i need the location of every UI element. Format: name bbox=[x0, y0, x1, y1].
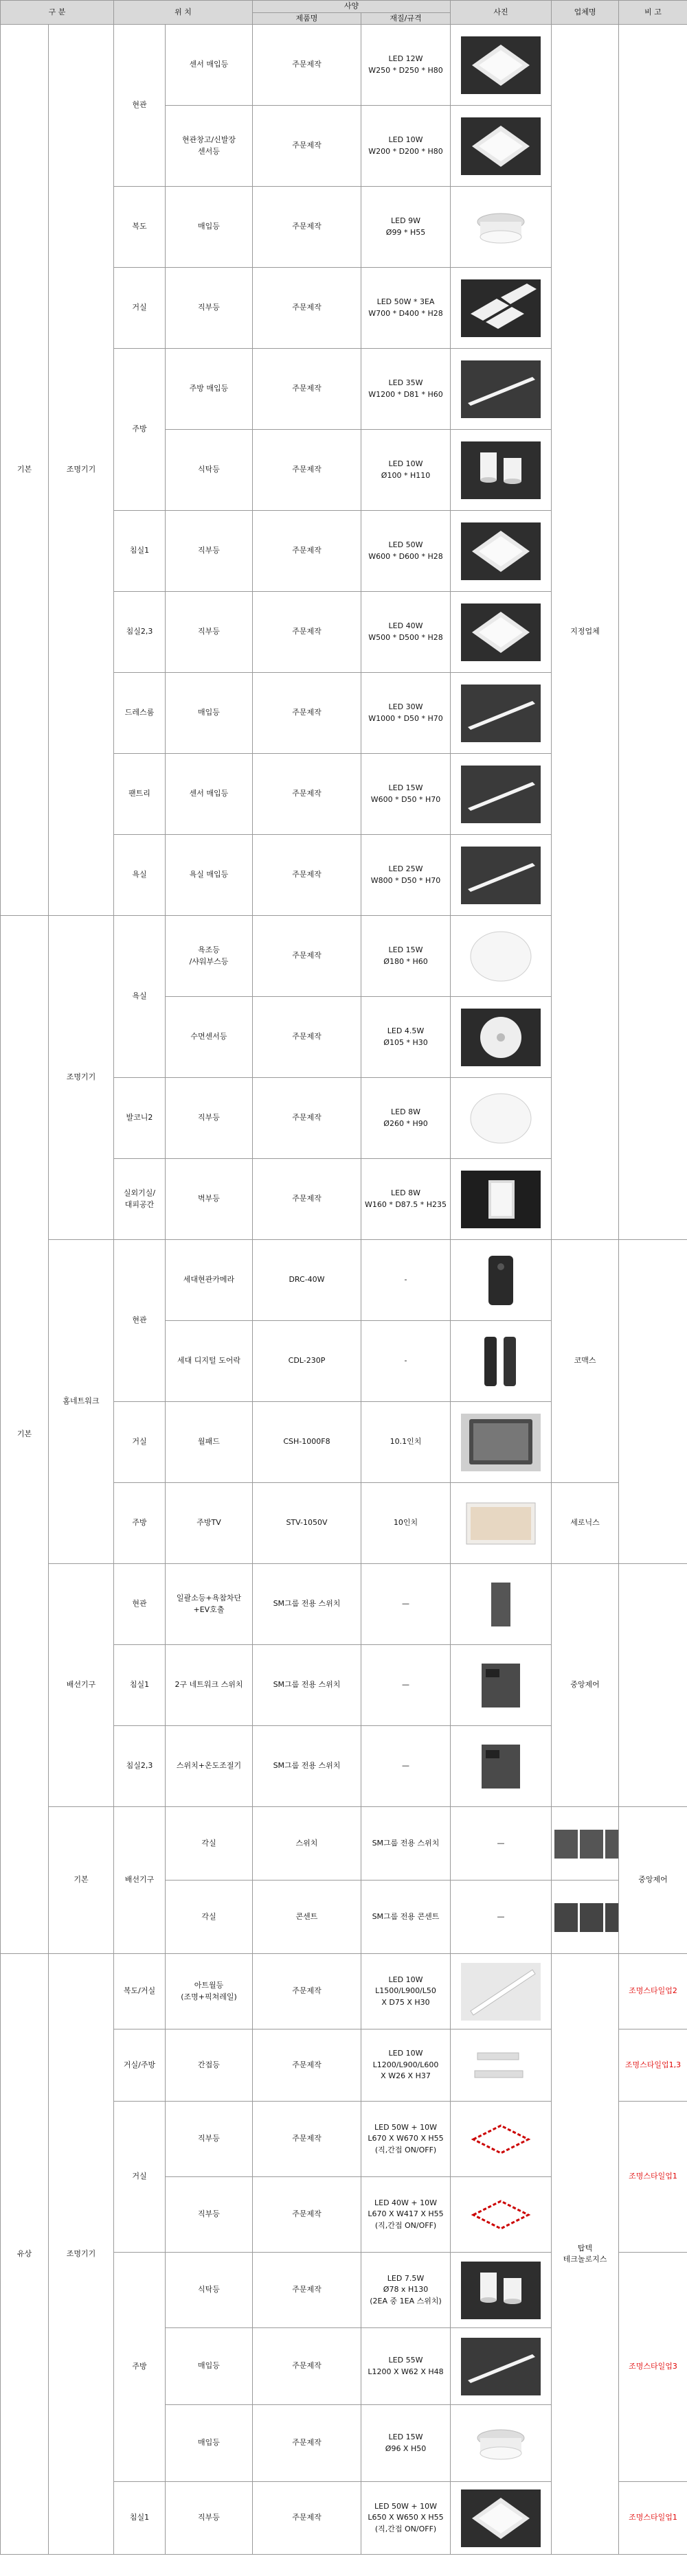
cell-spec: LED 4.5W Ø105 * H30 bbox=[361, 997, 451, 1078]
cell-name: 주문제작 bbox=[253, 754, 361, 835]
cell-name: SM그룹 전용 스위치 bbox=[253, 1564, 361, 1645]
square-flat-light-icon bbox=[461, 603, 541, 661]
header-photo: 사진 bbox=[451, 1, 552, 25]
cell-sub: 세대 디지털 도어락 bbox=[166, 1321, 253, 1402]
cylinder-spot-icon bbox=[461, 441, 541, 499]
product-photo bbox=[451, 754, 552, 835]
switch-set-icon bbox=[552, 1815, 619, 1872]
cell-sub: 욕실 매입등 bbox=[166, 835, 253, 916]
cell-sub: 벽부등 bbox=[166, 1159, 253, 1240]
kitchen-tv-icon bbox=[461, 1495, 541, 1552]
cell-cat: 조명기기 bbox=[49, 1954, 114, 2555]
cell-name: 주문제작 bbox=[253, 187, 361, 268]
header-remarks: 비 고 bbox=[619, 1, 687, 25]
cell-sub: 직부등 bbox=[166, 268, 253, 349]
header-category: 구 분 bbox=[1, 1, 114, 25]
cell-spec: LED 10W L1500/L900/L50 X D75 X H30 bbox=[361, 1954, 451, 2029]
cell-name: SM그룹 전용 스위치 bbox=[253, 1645, 361, 1726]
product-photo bbox=[552, 1807, 619, 1881]
product-photo bbox=[451, 1402, 552, 1483]
cell-spec: — bbox=[361, 1726, 451, 1807]
product-photo bbox=[451, 1240, 552, 1321]
cell-loc: 드레스룸 bbox=[114, 673, 166, 754]
cell-note: 조명스타일업1,3 bbox=[619, 2029, 687, 2102]
header-spec: 사양 bbox=[253, 1, 451, 13]
cell-spec: LED 9W Ø99 * H55 bbox=[361, 187, 451, 268]
cell-vendor: 중앙제어 bbox=[552, 1564, 619, 1807]
cell-spec: — bbox=[361, 1645, 451, 1726]
cell-vendor: 중앙제어 bbox=[619, 1807, 687, 1954]
cell-cat: 배선기구 bbox=[114, 1807, 166, 1954]
cell-spec: LED 55W L1200 X W62 X H48 bbox=[361, 2328, 451, 2405]
cell-sec: 유상 bbox=[1, 1954, 49, 2555]
cell-name: 주문제작 bbox=[253, 25, 361, 106]
product-photo bbox=[451, 1726, 552, 1807]
cell-loc: 욕실 bbox=[114, 916, 166, 1078]
cell-name: 주문제작 bbox=[253, 2482, 361, 2555]
cell-spec: LED 50W W600 * D600 * H28 bbox=[361, 511, 451, 592]
cell-note: 조명스타일업2 bbox=[619, 1954, 687, 2029]
cell-spec: LED 7.5W Ø78 x H130 (2EA 중 1EA 스위치) bbox=[361, 2253, 451, 2328]
product-photo bbox=[552, 1881, 619, 1954]
cell-loc: 현관 bbox=[114, 1240, 166, 1402]
cell-sub: 직부등 bbox=[166, 1078, 253, 1159]
cell-sub: 주방TV bbox=[166, 1483, 253, 1564]
cell-cat: 조명기기 bbox=[49, 25, 114, 916]
linear-slim-light-icon bbox=[461, 766, 541, 823]
three-panel-light-icon bbox=[461, 279, 541, 337]
cell-name: 주문제작 bbox=[253, 1078, 361, 1159]
cell-loc: 각실 bbox=[166, 1807, 253, 1881]
product-photo bbox=[451, 349, 552, 430]
cell-name: 주문제작 bbox=[253, 997, 361, 1078]
network-switch-icon bbox=[461, 1657, 541, 1714]
product-photo bbox=[451, 2405, 552, 2482]
product-photo bbox=[451, 835, 552, 916]
round-ceiling-light-icon bbox=[461, 928, 541, 985]
cell-name: 주문제작 bbox=[253, 511, 361, 592]
cell-name: 주문제작 bbox=[253, 2328, 361, 2405]
cell-sub: 간접등 bbox=[166, 2029, 253, 2102]
cell-sub: 직부등 bbox=[166, 2102, 253, 2177]
cell-spec: LED 10W Ø100 * H110 bbox=[361, 430, 451, 511]
cell-note: 조명스타일업1 bbox=[619, 2482, 687, 2555]
table-row bbox=[1, 1807, 687, 1881]
cell-spec: — bbox=[451, 1807, 552, 1881]
cell-name: STV-1050V bbox=[253, 1483, 361, 1564]
cell-spec: LED 10W W200 * D200 * H80 bbox=[361, 106, 451, 187]
product-photo bbox=[451, 916, 552, 997]
linear-slim-light-icon bbox=[461, 685, 541, 742]
header-material: 재질/규격 bbox=[361, 12, 451, 25]
cell-loc: 주방 bbox=[114, 349, 166, 511]
outlet-set-icon bbox=[552, 1888, 619, 1946]
cell-sub: 매입등 bbox=[166, 2328, 253, 2405]
cell-sub: 직부등 bbox=[166, 511, 253, 592]
cell-name: 주문제작 bbox=[253, 916, 361, 997]
product-photo bbox=[451, 1483, 552, 1564]
cell-sub: 센서 매입등 bbox=[166, 754, 253, 835]
cell-name: 주문제작 bbox=[253, 2405, 361, 2482]
cell-spec: LED 8W Ø260 * H90 bbox=[361, 1078, 451, 1159]
cell-sub: 아트월등 (조명+픽쳐레일) bbox=[166, 1954, 253, 2029]
cell-sub: 매입등 bbox=[166, 673, 253, 754]
panel-light-frame-icon bbox=[461, 2111, 541, 2168]
cell-cat: 홈네트워크 bbox=[49, 1240, 114, 1564]
product-photo bbox=[451, 2102, 552, 2177]
cell-loc: 거실 bbox=[114, 268, 166, 349]
indirect-light-icon bbox=[461, 2036, 541, 2094]
cell-loc: 침실1 bbox=[114, 1645, 166, 1726]
cell-sub: 스위치+온도조절기 bbox=[166, 1726, 253, 1807]
cell-name: 주문제작 bbox=[253, 106, 361, 187]
cell-spec: LED 40W + 10W L670 X W417 X H55 (직,간접 ON/OFF) bbox=[361, 2177, 451, 2253]
header-product-name: 제품명 bbox=[253, 12, 361, 25]
cell-loc: 팬트리 bbox=[114, 754, 166, 835]
cell-name: 주문제작 bbox=[253, 673, 361, 754]
door-lock-icon bbox=[461, 1333, 541, 1390]
product-photo bbox=[451, 2029, 552, 2102]
cell-name: CSH-1000F8 bbox=[253, 1402, 361, 1483]
cell-sub: 직부등 bbox=[166, 2177, 253, 2253]
product-photo bbox=[451, 1078, 552, 1159]
cell-loc: 침실2,3 bbox=[114, 592, 166, 673]
cell-note: 조명스타일업1 bbox=[619, 2102, 687, 2253]
cell-loc: 현관 bbox=[114, 25, 166, 187]
cell-cat: 배선기구 bbox=[49, 1564, 114, 1807]
cell-sub: 2구 네트워크 스위치 bbox=[166, 1645, 253, 1726]
cell-spec: — bbox=[361, 1564, 451, 1645]
product-photo bbox=[451, 511, 552, 592]
cell-spec: LED 35W W1200 * D81 * H60 bbox=[361, 349, 451, 430]
cell-spec: LED 50W + 10W L650 X W650 X H55 (직,간접 ON/OFF) bbox=[361, 2482, 451, 2555]
product-photo bbox=[451, 2482, 552, 2555]
cell-cat: 조명기기 bbox=[49, 916, 114, 1240]
cell-sub: 매입등 bbox=[166, 187, 253, 268]
pendant-cylinder-icon bbox=[461, 2262, 541, 2319]
cell-note bbox=[619, 25, 687, 1240]
downlight-round-icon bbox=[461, 198, 541, 256]
cell-spec: - bbox=[361, 1240, 451, 1321]
header-location: 위 치 bbox=[114, 1, 253, 25]
table-row bbox=[1, 25, 687, 106]
cell-sub: 주방 매입등 bbox=[166, 349, 253, 430]
product-photo bbox=[451, 1159, 552, 1240]
round-sensor-light-icon bbox=[461, 1009, 541, 1066]
product-photo bbox=[451, 106, 552, 187]
cell-spec: LED 12W W250 * D250 * H80 bbox=[361, 25, 451, 106]
cell-name: 주문제작 bbox=[253, 592, 361, 673]
cell-spec: LED 50W * 3EA W700 * D400 * H28 bbox=[361, 268, 451, 349]
cell-sub: 직부등 bbox=[166, 592, 253, 673]
cell-name: 주문제작 bbox=[253, 430, 361, 511]
cell-name: 주문제작 bbox=[253, 1954, 361, 2029]
switch-plate-icon bbox=[461, 1576, 541, 1633]
product-photo bbox=[451, 430, 552, 511]
cell-loc: 복도/거실 bbox=[114, 1954, 166, 2029]
cell-sec: 기본 bbox=[1, 25, 49, 916]
product-photo bbox=[451, 1645, 552, 1726]
cell-sub: 콘센트 bbox=[253, 1881, 361, 1954]
cell-sub: 직부등 bbox=[166, 2482, 253, 2555]
cell-loc: 복도 bbox=[114, 187, 166, 268]
cell-sub: 일괄소등+욕참차단 +EV호출 bbox=[166, 1564, 253, 1645]
cell-vendor: 세로닉스 bbox=[552, 1483, 619, 1564]
square-panel-light-icon bbox=[461, 2489, 541, 2547]
square-flat-light-icon bbox=[461, 522, 541, 580]
linear-recessed-icon bbox=[461, 2338, 541, 2395]
cell-loc: 침실1 bbox=[114, 511, 166, 592]
cell-spec: - bbox=[361, 1321, 451, 1402]
cell-spec: 10.1인치 bbox=[361, 1402, 451, 1483]
cell-sub: 스위치 bbox=[253, 1807, 361, 1881]
product-photo bbox=[451, 2328, 552, 2405]
product-photo bbox=[451, 1564, 552, 1645]
table-row bbox=[1, 1564, 687, 1645]
cell-spec: LED 8W W160 * D87.5 * H235 bbox=[361, 1159, 451, 1240]
cell-name: SM그룹 전용 스위치 bbox=[253, 1726, 361, 1807]
cell-sub: 수면센서등 bbox=[166, 997, 253, 1078]
cell-spec: LED 10W L1200/L900/L600 X W26 X H37 bbox=[361, 2029, 451, 2102]
round-downlight-icon bbox=[461, 2415, 541, 2472]
cell-name: DRC-40W bbox=[253, 1240, 361, 1321]
cell-spec: LED 40W W500 * D500 * H28 bbox=[361, 592, 451, 673]
cell-loc: 주방 bbox=[114, 2253, 166, 2482]
cell-spec: LED 25W W800 * D50 * H70 bbox=[361, 835, 451, 916]
cell-vendor: 탑텍 테크놀로지스 bbox=[552, 1954, 619, 2555]
product-photo bbox=[451, 187, 552, 268]
cell-spec: LED 50W + 10W L670 X W670 X H55 (직,간접 ON/OFF) bbox=[361, 2102, 451, 2177]
table-row bbox=[1, 1954, 687, 2029]
linear-light-icon bbox=[461, 360, 541, 418]
round-drum-light-icon bbox=[461, 1090, 541, 1147]
cell-loc: 침실2,3 bbox=[114, 1726, 166, 1807]
cell-sub: 월패드 bbox=[166, 1402, 253, 1483]
cell-vendor: 지정업체 bbox=[552, 25, 619, 1240]
cell-note bbox=[619, 1240, 687, 1564]
cell-spec: LED 30W W1000 * D50 * H70 bbox=[361, 673, 451, 754]
square-flat-light-icon bbox=[461, 117, 541, 175]
product-photo bbox=[451, 1321, 552, 1402]
panel-light-frame-icon bbox=[461, 2186, 541, 2244]
cell-name: 주문제작 bbox=[253, 2029, 361, 2102]
product-photo bbox=[451, 2253, 552, 2328]
cell-name: 주문제작 bbox=[253, 349, 361, 430]
cell-spec: LED 15W W600 * D50 * H70 bbox=[361, 754, 451, 835]
cell-name: CDL-230P bbox=[253, 1321, 361, 1402]
cell-sub: 세대현관카메라 bbox=[166, 1240, 253, 1321]
cell-spec: 10인치 bbox=[361, 1483, 451, 1564]
cell-sec: 기본 bbox=[1, 916, 49, 1954]
cell-name: 주문제작 bbox=[253, 835, 361, 916]
cell-loc: 침실1 bbox=[114, 2482, 166, 2555]
linear-slim-light-icon bbox=[461, 847, 541, 904]
wallpad-icon bbox=[461, 1414, 541, 1471]
cell-sub: 식탁등 bbox=[166, 2253, 253, 2328]
cell-loc: 주방 bbox=[114, 1483, 166, 1564]
cell-vendor: 코맥스 bbox=[552, 1240, 619, 1483]
cell-name: 주문제작 bbox=[253, 2253, 361, 2328]
cell-loc: 거실 bbox=[114, 2102, 166, 2253]
cell-sub: 센서 매입등 bbox=[166, 25, 253, 106]
door-camera-icon bbox=[461, 1252, 541, 1309]
product-photo bbox=[451, 2177, 552, 2253]
cell-loc: 욕실 bbox=[114, 835, 166, 916]
cell-sub: 매입등 bbox=[166, 2405, 253, 2482]
header-vendor: 업체명 bbox=[552, 1, 619, 25]
cell-name: 주문제작 bbox=[253, 1159, 361, 1240]
cell-sec: 기본 bbox=[49, 1807, 114, 1954]
product-photo bbox=[451, 997, 552, 1078]
cell-loc: 각실 bbox=[166, 1881, 253, 1954]
cell-loc: 거실 bbox=[114, 1402, 166, 1483]
cell-loc: 실외기실/ 대피공간 bbox=[114, 1159, 166, 1240]
cell-loc: 발코니2 bbox=[114, 1078, 166, 1159]
cell-spec: LED 15W Ø180 * H60 bbox=[361, 916, 451, 997]
cell-name: 주문제작 bbox=[253, 2177, 361, 2253]
cell-name: 주문제작 bbox=[253, 268, 361, 349]
cell-name: SM그룹 전용 스위치 bbox=[361, 1807, 451, 1881]
cell-loc: 현관 bbox=[114, 1564, 166, 1645]
art-wall-light-icon bbox=[461, 1963, 541, 2021]
product-photo bbox=[451, 1954, 552, 2029]
cell-spec: — bbox=[451, 1881, 552, 1954]
cell-sub: 현관창고/신발장 센서등 bbox=[166, 106, 253, 187]
cell-spec: LED 15W Ø96 X H50 bbox=[361, 2405, 451, 2482]
cell-loc: 거실/주방 bbox=[114, 2029, 166, 2102]
cell-name: SM그룹 전용 콘센트 bbox=[361, 1881, 451, 1954]
table-row bbox=[1, 1240, 687, 1321]
cell-sub: 욕조등 /샤워부스등 bbox=[166, 916, 253, 997]
wall-light-icon bbox=[461, 1171, 541, 1228]
product-photo bbox=[451, 268, 552, 349]
square-flat-light-icon bbox=[461, 36, 541, 94]
cell-name: 주문제작 bbox=[253, 2102, 361, 2177]
cell-note: 조명스타일업3 bbox=[619, 2253, 687, 2482]
thermostat-switch-icon bbox=[461, 1738, 541, 1795]
product-photo bbox=[451, 592, 552, 673]
product-photo bbox=[451, 25, 552, 106]
cell-note bbox=[619, 1564, 687, 1807]
product-photo bbox=[451, 673, 552, 754]
cell-sub: 식탁등 bbox=[166, 430, 253, 511]
